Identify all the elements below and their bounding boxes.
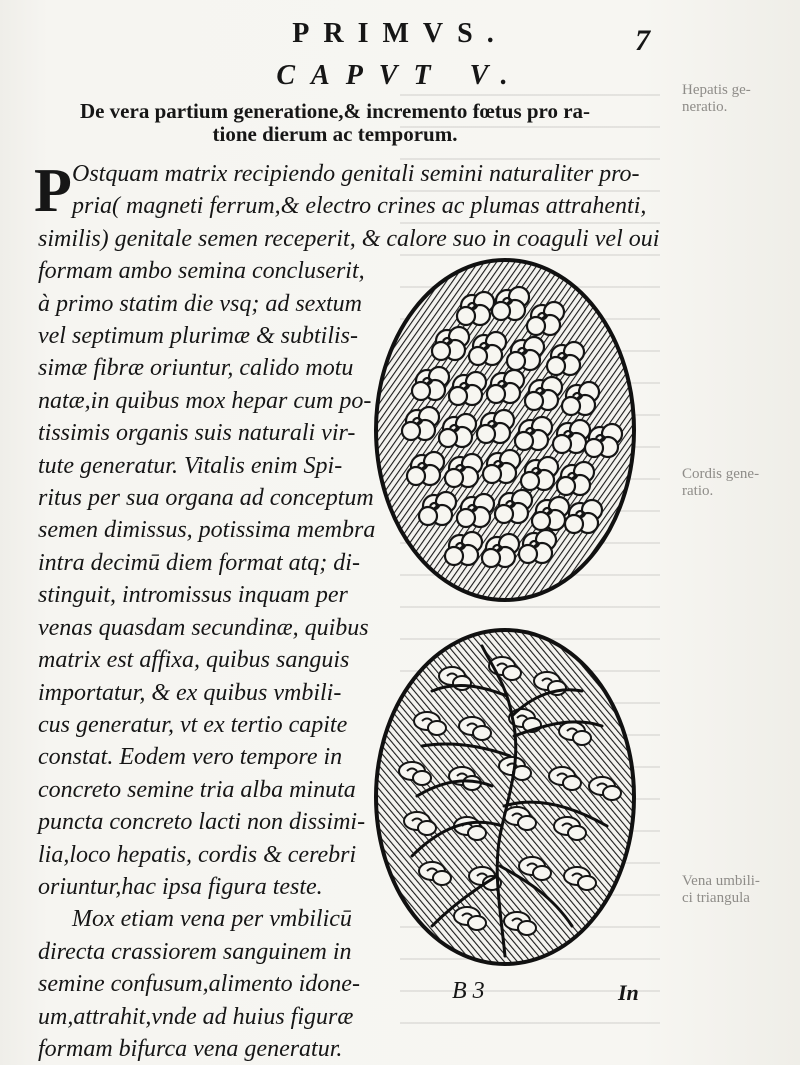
text-line: intra decimū diem format atq; di- bbox=[38, 549, 360, 576]
chapter-subtitle bbox=[70, 100, 600, 146]
text-line: um,attrahit,vnde ad huius figuræ bbox=[38, 1003, 354, 1030]
text-line: tissimis organis suis naturali vir- bbox=[38, 420, 356, 447]
text-line: similis) genitale semen receperit, & calore suo in coaguli vel oui bbox=[38, 225, 660, 252]
text-line: ritus per sua organa ad conceptum bbox=[38, 485, 374, 512]
chapter-title: CAPVT V. bbox=[276, 60, 524, 91]
text-line: constat. Eodem vero tempore in bbox=[38, 744, 343, 771]
drop-capital: P bbox=[34, 157, 72, 225]
signature-mark: B 3 bbox=[452, 978, 485, 1004]
running-head: PRIMVS. bbox=[292, 18, 508, 49]
subtitle-line: De vera partium generatione,& incremento fœtus pro ra- bbox=[79, 99, 591, 123]
text-line: natæ,in quibus mox hepar cum po- bbox=[38, 387, 372, 414]
text-line: directa crassiorem sanguinem in bbox=[38, 938, 352, 965]
text-line: semine confusum,alimento idone- bbox=[38, 971, 360, 998]
page-number: 7 bbox=[635, 24, 650, 57]
text-line: semen dimissus, potissima membra bbox=[38, 517, 376, 544]
text-line: cus generatur, vt ex tertio capite bbox=[38, 711, 348, 738]
text-line: oriuntur,hac ipsa figura teste. bbox=[38, 873, 323, 900]
margin-note-line: ci triangula bbox=[682, 890, 750, 906]
margin-note-bleed bbox=[682, 873, 760, 907]
margin-note-line: Vena umbili- bbox=[682, 873, 760, 889]
text-line: concreto semine tria alba minuta bbox=[38, 776, 356, 803]
text-line: simæ fibræ oriuntur, calido motu bbox=[38, 355, 354, 382]
text-line: lia,loco hepatis, cordis & cerebri bbox=[38, 841, 357, 868]
text-line: Mox etiam vena per vmbilicū bbox=[72, 906, 352, 933]
text-line: venas quasdam secundinæ, quibus bbox=[38, 614, 369, 641]
margin-note-line: Hepatis ge- bbox=[682, 82, 751, 98]
text-line: vel septimum plurimæ & subtilis- bbox=[38, 323, 358, 350]
text-line: pria( magneti ferrum,& electro crines ac plumas attrahenti, bbox=[72, 193, 647, 220]
text-line: importatur, & ex quibus vmbili- bbox=[38, 679, 342, 706]
text-line: formam bifurca vena generatur. bbox=[38, 1035, 343, 1062]
text-line: puncta concreto lacti non dissimi- bbox=[38, 809, 366, 836]
text-line: à primo statim die vsq; ad sextum bbox=[38, 290, 362, 317]
fibrous-egg-illustration bbox=[372, 256, 638, 604]
text-line: stinguit, intromissus inquam per bbox=[38, 582, 348, 609]
margin-note-line: Cordis gene- bbox=[682, 466, 760, 482]
catchword: In bbox=[618, 980, 639, 1005]
margin-note-line: neratio. bbox=[682, 99, 728, 115]
text-line: tute generatur. Vitalis enim Spi- bbox=[38, 452, 343, 479]
text-line: matrix est affixa, quibus sanguis bbox=[38, 647, 350, 674]
text-line: formam ambo semina concluserit, bbox=[38, 258, 365, 285]
veined-egg-illustration bbox=[372, 626, 638, 968]
margin-note-line: ratio. bbox=[682, 483, 714, 499]
text-line: Ostquam matrix recipiendo genitali semini naturaliter pro- bbox=[72, 161, 640, 187]
margin-note-bleed bbox=[682, 466, 759, 500]
subtitle-line: tione dierum ac temporum. bbox=[212, 122, 458, 146]
